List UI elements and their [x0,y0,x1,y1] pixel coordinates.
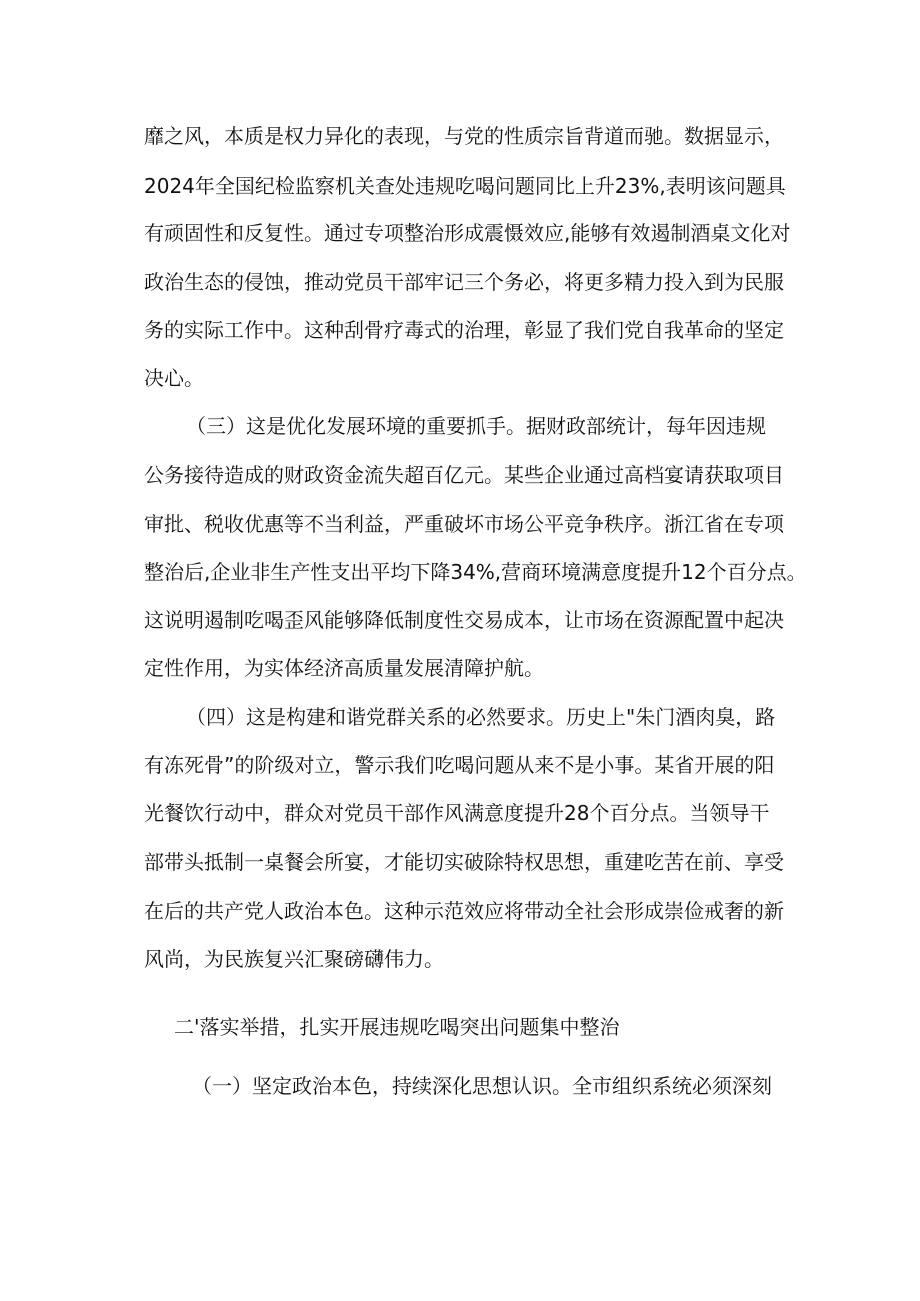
text-line: 务的实际工作中。这种刮骨疗毒式的治理，彰显了我们党自我革命的坚定 [144,318,784,342]
text-line: 2024年全国纪检监察机关查处违规吃喝问题同比上升23%,表明该问题具 [144,174,786,198]
text-line: 风尚，为民族复兴汇聚磅礴伟力。 [144,947,444,971]
text-line: 决心。 [144,366,204,390]
section-heading: 二'落实举措，扎实开展违规吃喝突出问题集中整治 [174,1015,620,1039]
text-line: （四）这是构建和谐党群关系的必然要求。历史上"朱门酒肉臭，路 [186,705,776,729]
text-line: 公务接待造成的财政资金流失超百亿元。某些企业通过高档宴请获取项目 [144,463,784,487]
text-line: 部带头抵制一桌餐会所宴，才能切实破除特权思想，重建吃苦在前、享受 [144,850,784,874]
text-line: 整治后,企业非生产性支出平均下降34%,营商环境满意度提升12个百分点。 [144,560,807,584]
text-line: 光餐饮行动中，群众对党员干部作风满意度提升28个百分点。当领导干 [144,801,770,825]
text-line: 审批、税收优惠等不当利益，严重破坏市场公平竞争秩序。浙江省在专项 [144,512,784,536]
text-line: （一）坚定政治本色，持续深化思想认识。全市组织系统必须深刻 [192,1074,772,1098]
text-line: 在后的共产党人政治本色。这种示范效应将带动全社会形成崇俭戒奢的新 [144,899,784,923]
text-line: 靡之风，本质是权力异化的表现，与党的性质宗旨背道而驰。数据显示， [144,124,784,148]
text-line: （三）这是优化发展环境的重要抓手。据财政部统计，每年因违规 [186,414,766,438]
text-line: 定性作用，为实体经济高质量发展清障护航。 [144,656,544,680]
text-line: 政治生态的侵蚀，推动党员干部牢记三个务必，将更多精力投入到为民服 [144,270,784,294]
text-line: 有顽固性和反复性。通过专项整治形成震慑效应,能够有效遏制酒桌文化对 [144,221,791,245]
text-line: 有冻死骨”的阶级对立，警示我们吃喝问题从来不是小事。某省开展的阳 [144,753,775,777]
text-line: 这说明遏制吃喝歪风能够降低制度性交易成本，让市场在资源配置中起决 [144,608,784,632]
